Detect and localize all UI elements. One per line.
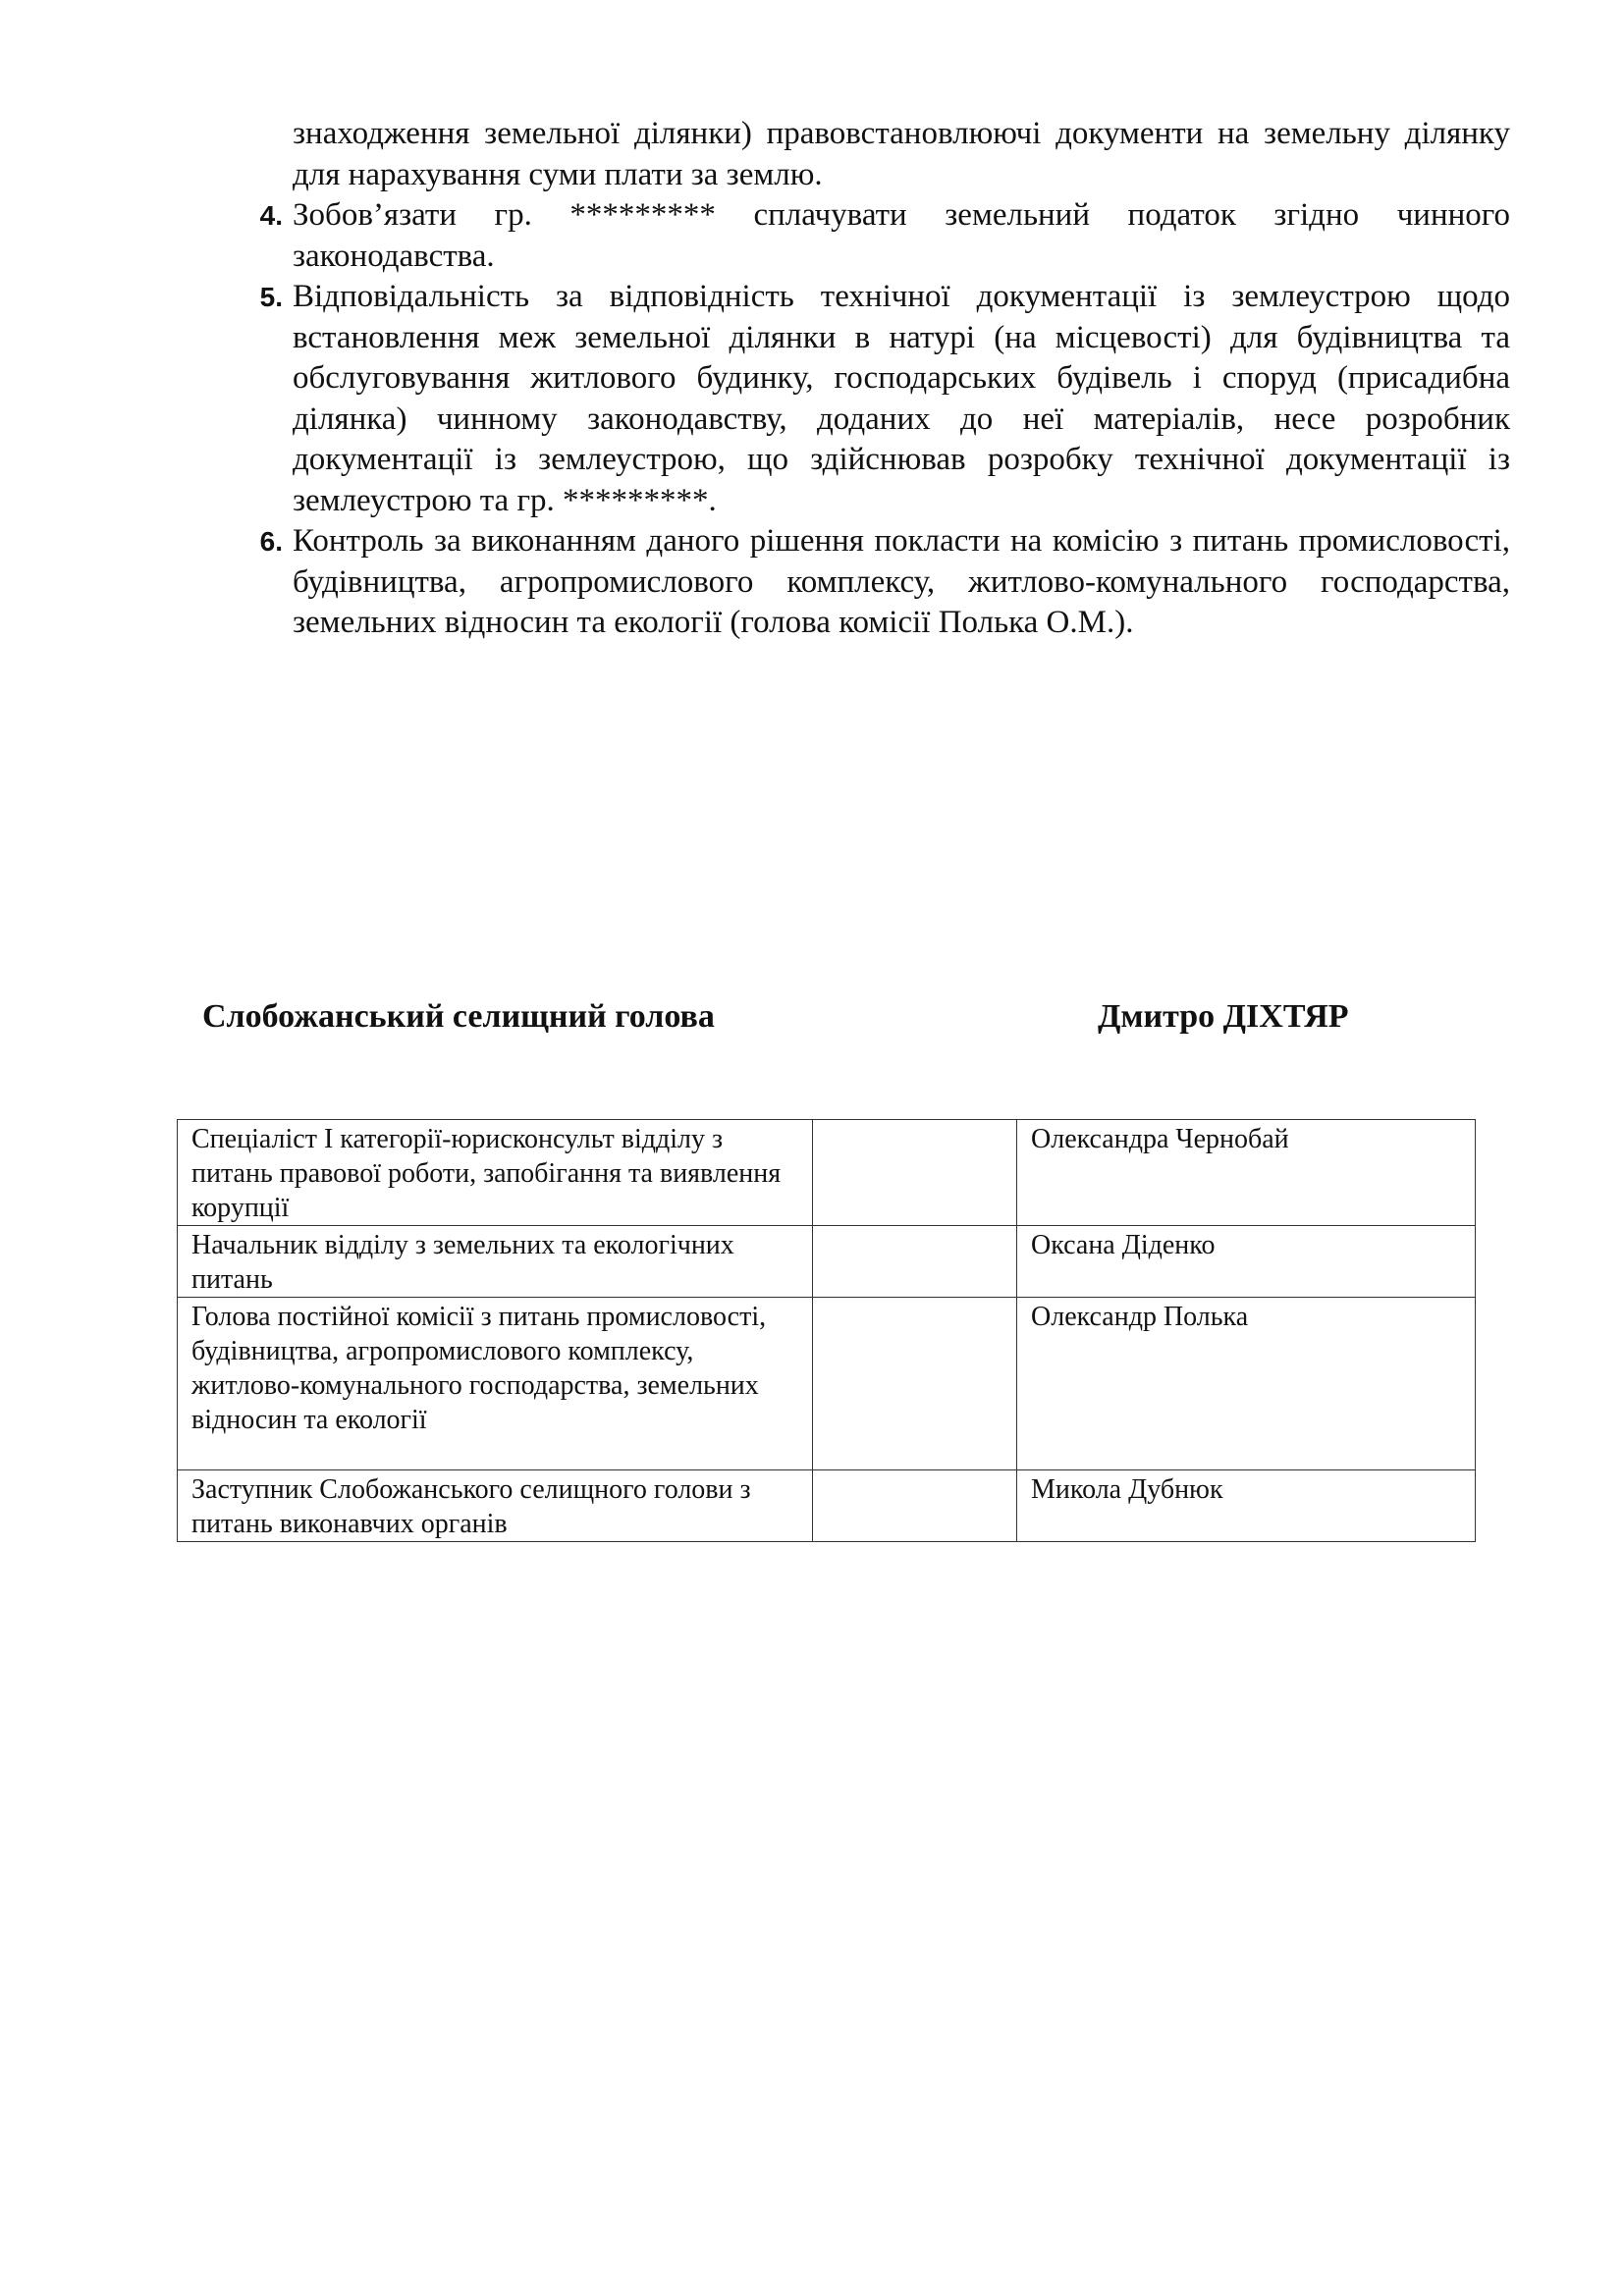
approver-name: Олександра Чернобай <box>1017 1120 1476 1226</box>
item-number: 4. <box>259 200 283 231</box>
approver-name: Микола Дубнюк <box>1017 1470 1476 1542</box>
decision-item-6 <box>234 521 1510 644</box>
approver-position: Спеціаліст І категорії-юрисконсульт відділу з питань правової роботи, запобігання та виявлення корупції <box>178 1120 813 1226</box>
approval-table <box>177 1119 1476 1542</box>
approver-signature <box>813 1298 1017 1470</box>
decision-body <box>234 114 1510 644</box>
approver-signature <box>813 1470 1017 1542</box>
signature-name: Дмитро ДІХТЯР <box>1098 998 1349 1035</box>
item-text: Зобов’язати гр. ********* сплачувати земельний податок згідно чинного законодавства. <box>293 197 1510 274</box>
table-row <box>178 1226 1476 1298</box>
approver-name: Олександр Полька <box>1017 1298 1476 1470</box>
approver-signature <box>813 1226 1017 1298</box>
table-row <box>178 1298 1476 1470</box>
item-text: Відповідальність за відповідність технічної документації із землеустрою щодо встановлення меж земельної ділянки в натурі (на місцевості) для будівництва та обслуговування житлового будинку, господарських будівель і споруд (присадибна ділянка) чинному законодавству, доданих до неї матеріалів, несе розробник документації із землеустрою, що здійснював розробку технічної документації із землеустрою та гр. *********. <box>293 279 1510 518</box>
approver-position: Начальник відділу з земельних та екологічних питань <box>178 1226 813 1298</box>
decision-item-4 <box>234 195 1510 277</box>
item-number: 5. <box>259 282 283 312</box>
item-text: Контроль за виконанням даного рішення покласти на комісію з питань промисловості, будівництва, агропромислового комплексу, житлово-комунального господарства, земельних відносин та екології (голова комісії Полька О.М.). <box>293 523 1510 640</box>
decision-item-5 <box>234 277 1510 521</box>
approver-name: Оксана Діденко <box>1017 1226 1476 1298</box>
approver-position: Голова постійної комісії з питань промисловості, будівництва, агропромислового комплексу, житлово-комунального господарства, земельних відносин та екології <box>178 1298 813 1470</box>
continuation-paragraph: знаходження земельної ділянки) правовстановлюючі документи на земельну ділянку для нарахування суми плати за землю. <box>293 116 1510 192</box>
approver-signature <box>813 1120 1017 1226</box>
approver-position: Заступник Слобожанського селищного голови з питань виконавчих органів <box>178 1470 813 1542</box>
item-number: 6. <box>259 526 283 557</box>
table-row <box>178 1120 1476 1226</box>
table-row <box>178 1470 1476 1542</box>
signature-title: Слобожанський селищний голова <box>202 998 715 1035</box>
